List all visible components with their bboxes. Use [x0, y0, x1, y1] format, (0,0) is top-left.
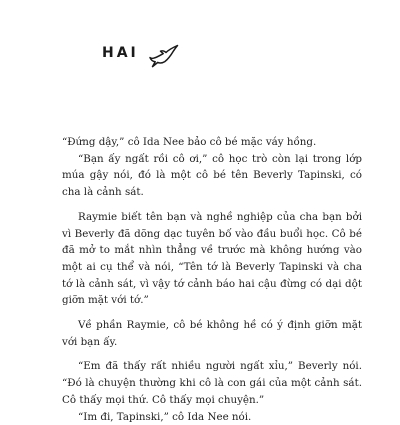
- paragraph: “Bạn ấy ngất rồi cô ơi,” cô học trò còn lại trong lớp múa gậy nói, đó là một cô bé tên Beverly Tapinski, có cha là cảnh sát.: [62, 152, 362, 199]
- chapter-body: [62, 134, 362, 425]
- paragraph: “Em đã thấy rất nhiều người ngất xỉu,” Beverly nói. “Đó là chuyện thường khi cô là con gái của một cảnh sát. Cô thấy mọi thứ. Cô thấy mọi chuyện.”: [62, 360, 362, 406]
- paragraph: Về phần Raymie, cô bé không hề có ý định giỡn mặt với bạn ấy.: [62, 319, 362, 348]
- paragraph: “Im đi, Tapinski,” cô Ida Nee nói.: [78, 410, 252, 423]
- paragraph: Raymie biết tên bạn và nghề nghiệp của cha bạn bởi vì Beverly đã dõng dạc tuyên bố vào đầu buổi học. Cô bé đã mở to mắt nhìn thẳng về trước mà không hướng vào một ai cụ thể và nói, “Tên tớ là Beverly Tapinski và cha tớ là cảnh sát, vì vậy tớ cảnh báo hai cậu đừng có dại dột giỡn mặt với tớ.”: [62, 210, 362, 307]
- swallow-bird-icon: [149, 44, 179, 68]
- paragraph: “Đứng dậy,” cô Ida Nee bảo cô bé mặc váy hồng.: [62, 136, 317, 148]
- chapter-title: HAI: [102, 45, 139, 61]
- chapter-header: [102, 44, 179, 68]
